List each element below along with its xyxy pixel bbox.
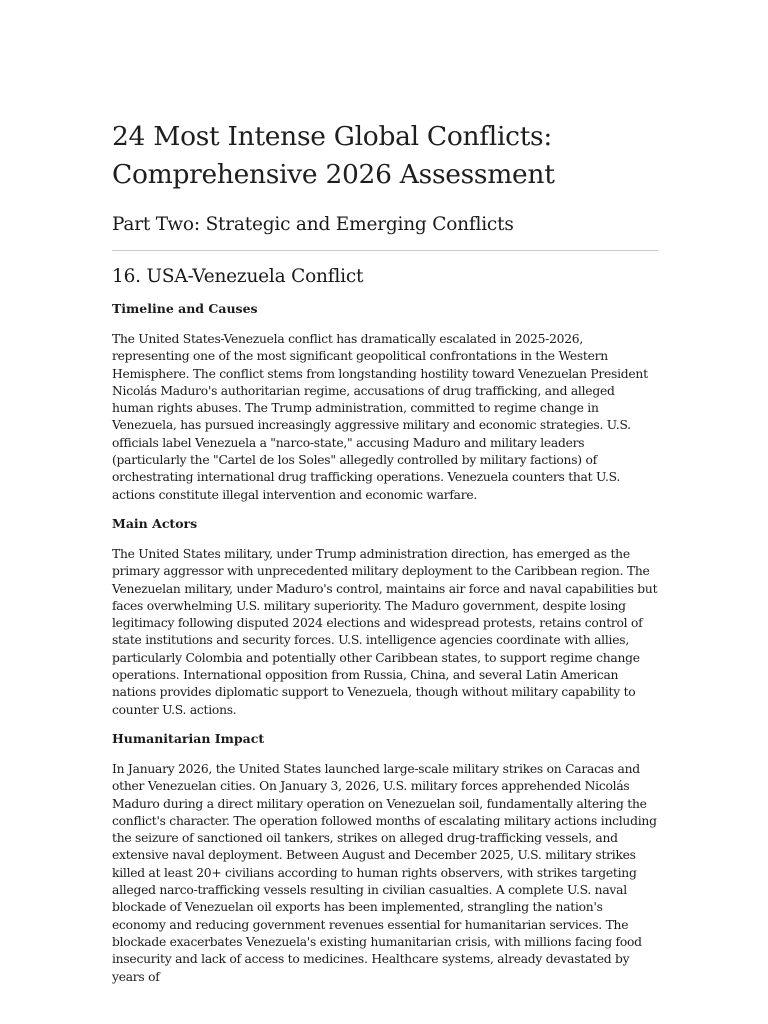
paragraph-humanitarian-impact: In January 2026, the United States launched large-scale military strikes on Caracas and other Venezuelan cities. On January 3, 2026, U.S. military forces apprehended Nicolás Maduro during a direct military operation on Venezuelan soil, fundamentally altering the conflict's character. The operation followed months of escalating military actions including the seizure of sanctioned oil tankers, strikes on alleged drug-trafficking vessels, and extensive naval deployment. Between August and December 2025, U.S. military strikes killed at least 20+ civilians according to human rights observers, with strikes targeting alleged narco-trafficking vessels resulting in civilian casualties. A complete U.S. naval blockade of Venezuelan oil exports has been implemented, strangling the nation's economy and reducing government revenues essential for humanitarian services. The blockade exacerbates Venezuela's existing humanitarian crisis, with millions facing food insecurity and lack of access to medicines. Healthcare systems, already devastated by years of (112, 761, 657, 984)
section-heading: 16. USA-Venezuela Conflict (112, 266, 364, 287)
document-content (112, 118, 658, 986)
part-heading: Part Two: Strategic and Emerging Conflicts (112, 214, 514, 235)
section-main-actors (112, 516, 658, 719)
section-timeline (112, 301, 658, 504)
section-humanitarian-impact (112, 731, 658, 986)
title-line-2: Comprehensive 2026 Assessment (112, 159, 555, 190)
paragraph-timeline: The United States-Venezuela conflict has dramatically escalated in 2025-2026, representing one of the most significant geopolitical confrontations in the Western Hemisphere. The conflict stems from longstanding hostility toward Venezuelan President Nicolás Maduro's authoritarian regime, accusations of drug trafficking, and alleged human rights abuses. The Trump administration, committed to regime change in Venezuela, has pursued increasingly aggressive military and economic strategies. U.S. officials label Venezuela a "narco-state," accusing Maduro and military leaders (particularly the "Cartel de los Soles" allegedly controlled by military factions) of orchestrating international drug trafficking operations. Venezuela counters that U.S. actions constitute illegal intervention and economic warfare. (112, 332, 648, 502)
divider (112, 250, 658, 251)
paragraph-main-actors: The United States military, under Trump administration direction, has emerged as the primary aggressor with unprecedented military deployment to the Caribbean region. The Venezuelan military, under Maduro's control, maintains air force and naval capabilities but faces overwhelming U.S. military superiority. The Maduro government, despite losing legitimacy following disputed 2024 elections and widespread protests, retains control of state institutions and security forces. U.S. intelligence agencies coordinate with allies, particularly Colombia and potentially other Caribbean states, to support regime change operations. International opposition from Russia, China, and several Latin American nations provides diplomatic support to Venezuela, though without military capability to counter U.S. actions. (112, 546, 658, 717)
subheading-humanitarian-impact: Humanitarian Impact (112, 730, 265, 746)
subheading-main-actors: Main Actors (112, 515, 198, 531)
document-title (112, 118, 658, 194)
title-line-1: 24 Most Intense Global Conflicts: (112, 121, 552, 152)
subheading-timeline: Timeline and Causes (112, 301, 258, 316)
